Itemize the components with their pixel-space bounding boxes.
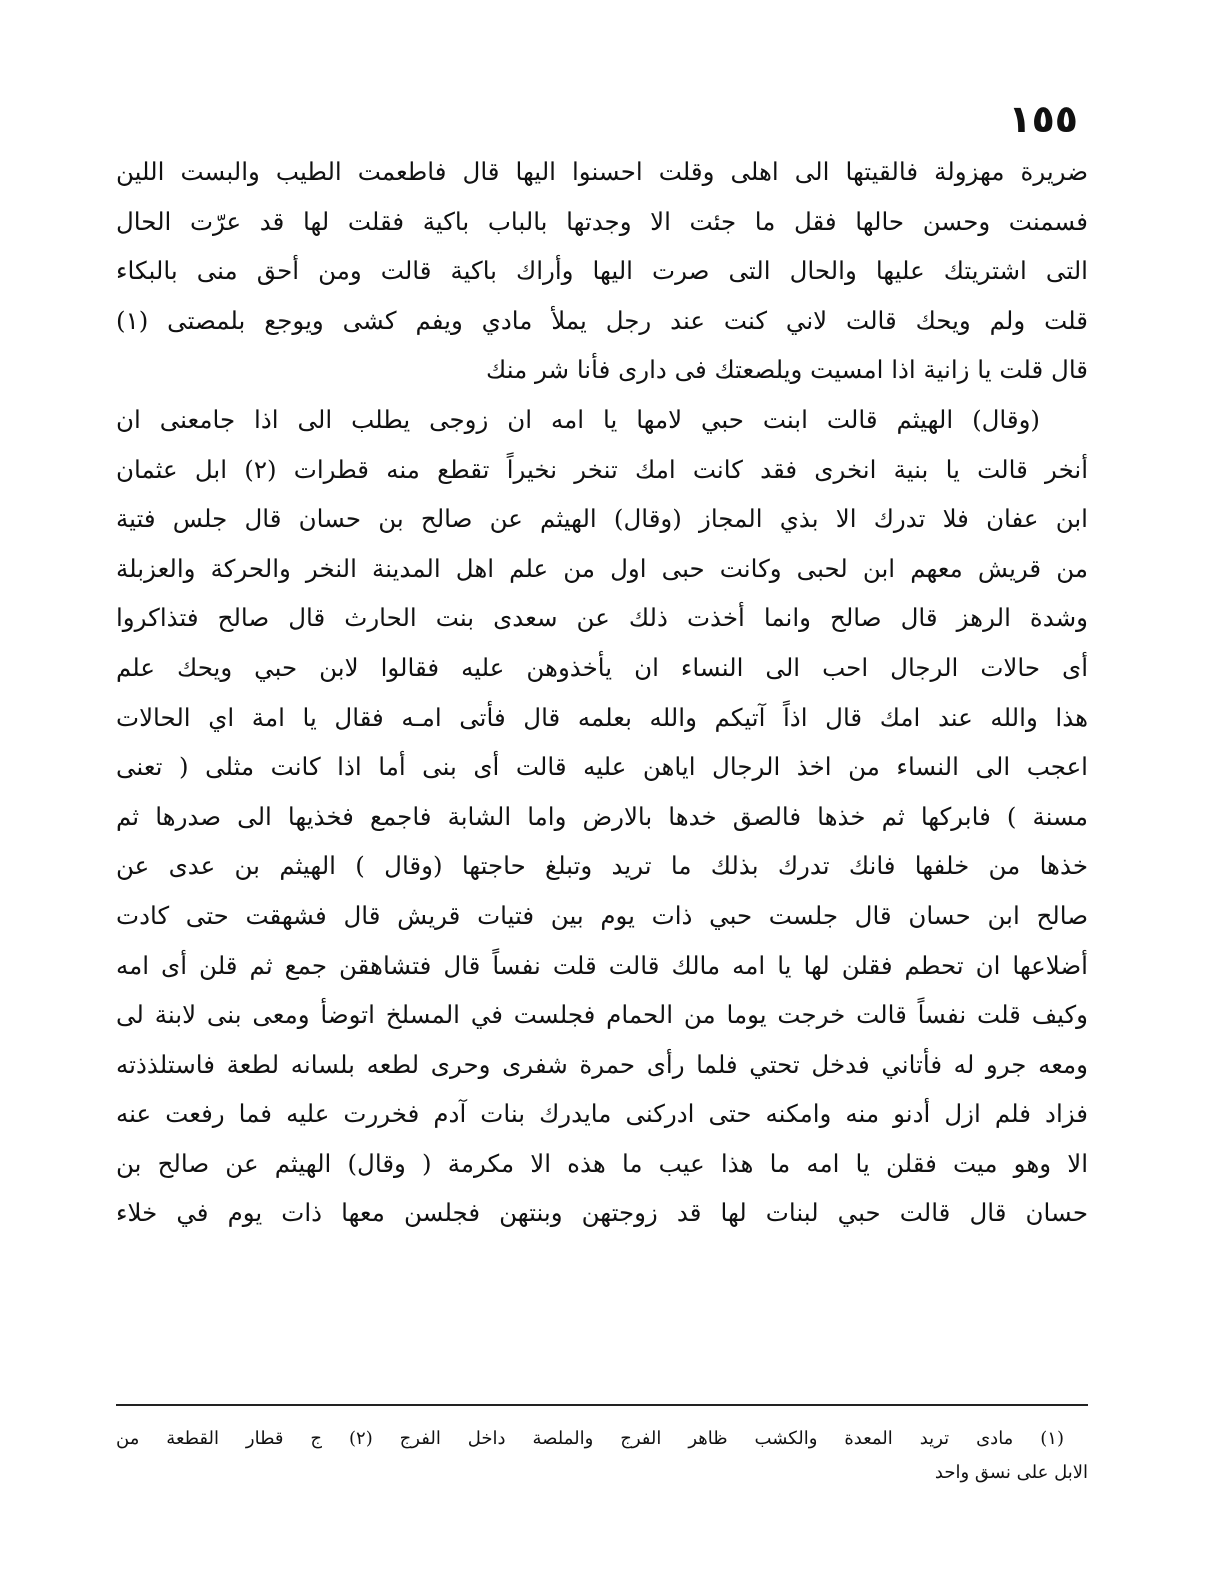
text-line: من قريش معهم ابن لحبى وكانت حبى اول من علم اهل المدينة النخر والحركة والعزبلة [116,553,1088,583]
page-number: ١٥٥ [1008,97,1078,141]
text-line: قلت ولم ويحك قالت لاني كنت عند رجل يملأ مادي ويفم كشى ويوجع بلمصتى (١) [116,305,1088,335]
text-line: ضريرة مهزولة فالقيتها الى اهلى وقلت احسنوا اليها قال فاطعمت الطيب والبست اللين [116,157,1088,186]
paragraph [116,147,1088,395]
text-line: أنخر قالت يا بنية انخرى فقد كانت امك تنخر نخيراً تقطع منه قطرات (٢) ابل عثمان [116,454,1088,484]
text-line: صالح ابن حسان قال جلست حبي ذات يوم بين فتيات قريش قال فشهقت حتى كادت [116,900,1088,930]
text-line: ابن عفان فلا تدرك الا بذي المجاز (وقال) الهيثم عن صالح بن حسان قال جلس فتية [116,504,1088,534]
text-line: اعجب الى النساء من اخذ الرجال اياهن عليه قالت أى بنى أما اذا كانت مثلى ( تعنى [116,752,1088,782]
text-line: خذها من خلفها فانك تدرك بذلك ما تريد وتبلغ حاجتها (وقال ) الهيثم بن عدى عن [116,851,1088,881]
paragraph [116,395,1088,1238]
text-line: قال قلت يا زانية اذا امسيت ويلصعتك فى دارى فأنا شر منك [486,355,1088,385]
footnotes [116,1422,1088,1490]
body-text [116,147,1088,1238]
text-line: أى حالات الرجال احب الى النساء ان يأخذوهن عليه فقالوا لابن حبي ويحك علم [116,652,1088,682]
text-line: (وقال) الهيثم قالت ابنت حبي لامها يا امه ان زوجى يطلب الى اذا جامعنى ان [116,404,1040,434]
text-line: فزاد فلم ازل أدنو منه وامكنه حتى ادركنى مايدرك بنات آدم فخررت عليه فما رفعت عنه [116,1099,1088,1129]
text-line: وشدة الرهز قال صالح وانما أخذت ذلك عن سعدى بنت الحارث قال صالح فتذاكروا [116,603,1088,633]
text-line: فسمنت وحسن حالها فقل ما جئت الا وجدتها بالباب باكية فقلت لها قد عرّت الحال [116,206,1088,236]
footnote-line: الابل على نسق واحد [934,1462,1088,1483]
text-line: مسنة ) فابركها ثم خذها فالصق خدها بالارض واما الشابة فاجمع فخذيها الى صدرها ثم [116,801,1088,831]
text-line: وكيف قلت نفساً قالت خرجت يوما من الحمام فجلست في المسلخ اتوضأ ومعى بنى لابنة لى [116,1000,1088,1030]
text-line: ومعه جرو له فأتاني فدخل تحتي فلما رأى حمرة شفرى وحرى لطعه بلسانه لطعة فاستلذذته [116,1049,1088,1079]
text-line: الا وهو ميت فقلن يا امه ما هذا عيب ما هذه الا مكرمة ( وقال) الهيثم عن صالح بن [116,1148,1088,1178]
text-line: التى اشتريتك عليها والحال التى صرت اليها وأراك باكية قالت ومن أحق منى بالبكاء [116,256,1088,286]
text-line: أضلاعها ان تحطم فقلن لها يا امه مالك قالت قلت نفساً قال فتشاهقن جمع ثم قلن أى امه [116,950,1088,980]
footnote-line: (١) مادى تريد المعدة والكشب ظاهر الفرج والملصة داخل الفرج (٢) ج قطار القطعة من [116,1428,1064,1449]
text-line: حسان قال قالت حبي لبنات لها قد زوجتهن وبنتهن فجلسن معها ذات يوم في خلاء [116,1198,1088,1228]
text-line: هذا والله عند امك قال اذاً آتيكم والله بعلمه قال فأتى امـه فقال يا امة اي الحالات [116,702,1088,732]
footnote-divider [116,1404,1088,1406]
